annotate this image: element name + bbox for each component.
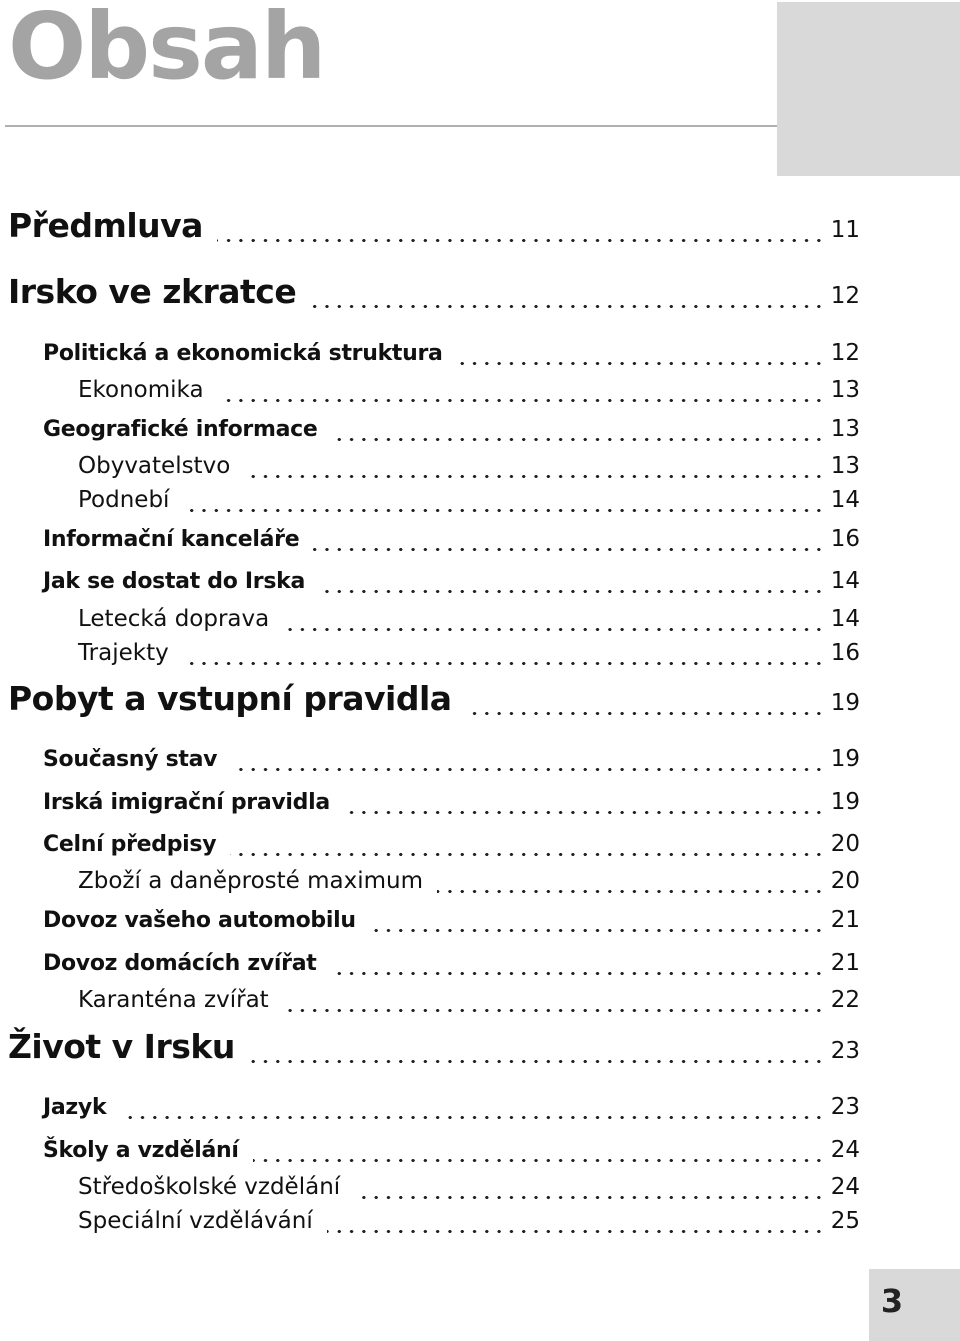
toc-entry[interactable]	[0, 448, 960, 484]
toc-entry[interactable]	[0, 1132, 960, 1168]
toc-entry-page: 20	[830, 831, 860, 857]
toc-entry[interactable]	[0, 1089, 960, 1125]
toc-entry[interactable]	[0, 1203, 960, 1239]
toc-leader-dots	[183, 509, 825, 512]
title-rule	[5, 125, 777, 127]
toc-leader-dots	[183, 662, 825, 665]
toc-leader-dots	[244, 475, 825, 478]
toc-entry-page: 22	[830, 987, 860, 1013]
toc-entry-page: 19	[830, 746, 860, 772]
toc-entry[interactable]	[0, 826, 960, 862]
toc-entry[interactable]	[0, 1027, 960, 1069]
page-number: 3	[880, 1282, 904, 1320]
toc-leader-dots	[466, 712, 825, 715]
toc-entry[interactable]	[0, 206, 960, 248]
toc-entry-label: Současný stav	[43, 747, 218, 772]
toc-entry-page: 12	[830, 283, 860, 309]
toc-entry-page: 13	[830, 377, 860, 403]
toc-entry-label: Pobyt a vstupní pravidla	[8, 679, 452, 718]
toc-entry-label: Jak se dostat do Irska	[43, 569, 306, 594]
toc-entry-label: Informační kanceláře	[43, 527, 300, 552]
toc-leader-dots	[310, 305, 825, 308]
toc-entry[interactable]	[0, 784, 960, 820]
toc-entry[interactable]	[0, 902, 960, 938]
toc-entry-page: 13	[830, 416, 860, 442]
toc-entry[interactable]	[0, 563, 960, 599]
toc-entry-label: Irská imigrační pravidla	[43, 790, 330, 815]
toc-leader-dots	[330, 972, 825, 975]
toc-entry-label: Zboží a daněprosté maximum	[78, 868, 423, 894]
page-number-box	[869, 1269, 960, 1341]
toc-entry[interactable]	[0, 335, 960, 371]
corner-decoration	[777, 2, 960, 176]
toc-entry-page: 13	[830, 453, 860, 479]
toc-entry[interactable]	[0, 521, 960, 557]
toc-entry-label: Obyvatelstvo	[78, 453, 231, 479]
toc-entry-page: 14	[830, 487, 860, 513]
toc-leader-dots	[230, 853, 825, 856]
toc-entry[interactable]	[0, 601, 960, 637]
toc-entry[interactable]	[0, 635, 960, 671]
toc-entry-page: 14	[830, 568, 860, 594]
toc-entry[interactable]	[0, 482, 960, 518]
toc-leader-dots	[249, 1060, 825, 1063]
toc-entry-label: Dovoz domácích zvířat	[43, 951, 317, 976]
toc-entry[interactable]	[0, 863, 960, 899]
toc-entry-page: 12	[830, 340, 860, 366]
toc-entry-label: Život v Irsku	[8, 1027, 235, 1066]
toc-entry-page: 14	[830, 606, 860, 632]
toc-entry-label: Dovoz vašeho automobilu	[43, 908, 356, 933]
toc-entry-page: 23	[830, 1094, 860, 1120]
toc-entry-label: Předmluva	[8, 206, 203, 245]
toc-entry[interactable]	[0, 1169, 960, 1205]
toc-entry-label: Irsko ve zkratce	[8, 272, 297, 311]
toc-entry[interactable]	[0, 272, 960, 314]
toc-entry[interactable]	[0, 372, 960, 408]
toc-leader-dots	[319, 590, 825, 593]
page-title: Obsah	[8, 0, 325, 100]
toc-entry-page: 11	[830, 217, 860, 243]
toc-entry-label: Speciální vzdělávání	[78, 1208, 313, 1234]
toc-entry-label: Školy a vzdělání	[43, 1138, 239, 1163]
toc-entry[interactable]	[0, 982, 960, 1018]
toc-entry-page: 16	[830, 640, 860, 666]
toc-entry-label: Celní předpisy	[43, 832, 217, 857]
toc-entry-page: 24	[830, 1137, 860, 1163]
toc-leader-dots	[437, 890, 825, 893]
toc-entry-label: Ekonomika	[78, 377, 204, 403]
toc-entry-page: 25	[830, 1208, 860, 1234]
toc-entry-page: 19	[830, 690, 860, 716]
toc-leader-dots	[231, 768, 825, 771]
toc-entry-label: Letecká doprava	[78, 606, 270, 632]
toc-entry-label: Politická a ekonomická struktura	[43, 341, 443, 366]
toc-leader-dots	[253, 1159, 825, 1162]
toc-leader-dots	[331, 438, 825, 441]
toc-leader-dots	[313, 548, 825, 551]
toc-leader-dots	[327, 1230, 825, 1233]
toc-entry[interactable]	[0, 945, 960, 981]
toc-entry-label: Geografické informace	[43, 417, 318, 442]
toc-entry[interactable]	[0, 679, 960, 721]
toc-leader-dots	[354, 1196, 825, 1199]
toc-entry[interactable]	[0, 411, 960, 447]
toc-leader-dots	[218, 399, 825, 402]
toc-entry-label: Jazyk	[43, 1095, 107, 1120]
toc-entry-label: Středoškolské vzdělání	[78, 1174, 341, 1200]
toc-entry-label: Podnebí	[78, 487, 170, 513]
toc-leader-dots	[283, 1009, 825, 1012]
toc-leader-dots	[344, 811, 825, 814]
toc-leader-dots	[120, 1116, 825, 1119]
toc-entry-label: Karanténa zvířat	[78, 987, 269, 1013]
toc-entry-page: 21	[830, 907, 860, 933]
toc-entry-page: 20	[830, 868, 860, 894]
toc-entry-page: 16	[830, 526, 860, 552]
toc-entry[interactable]	[0, 741, 960, 777]
toc-leader-dots	[457, 362, 825, 365]
toc-entry-label: Trajekty	[78, 640, 169, 666]
toc-leader-dots	[217, 239, 825, 242]
toc-entry-page: 19	[830, 789, 860, 815]
toc-leader-dots	[283, 628, 825, 631]
toc-entry-page: 24	[830, 1174, 860, 1200]
toc-leader-dots	[370, 929, 825, 932]
toc-entry-page: 21	[830, 950, 860, 976]
toc-entry-page: 23	[830, 1038, 860, 1064]
